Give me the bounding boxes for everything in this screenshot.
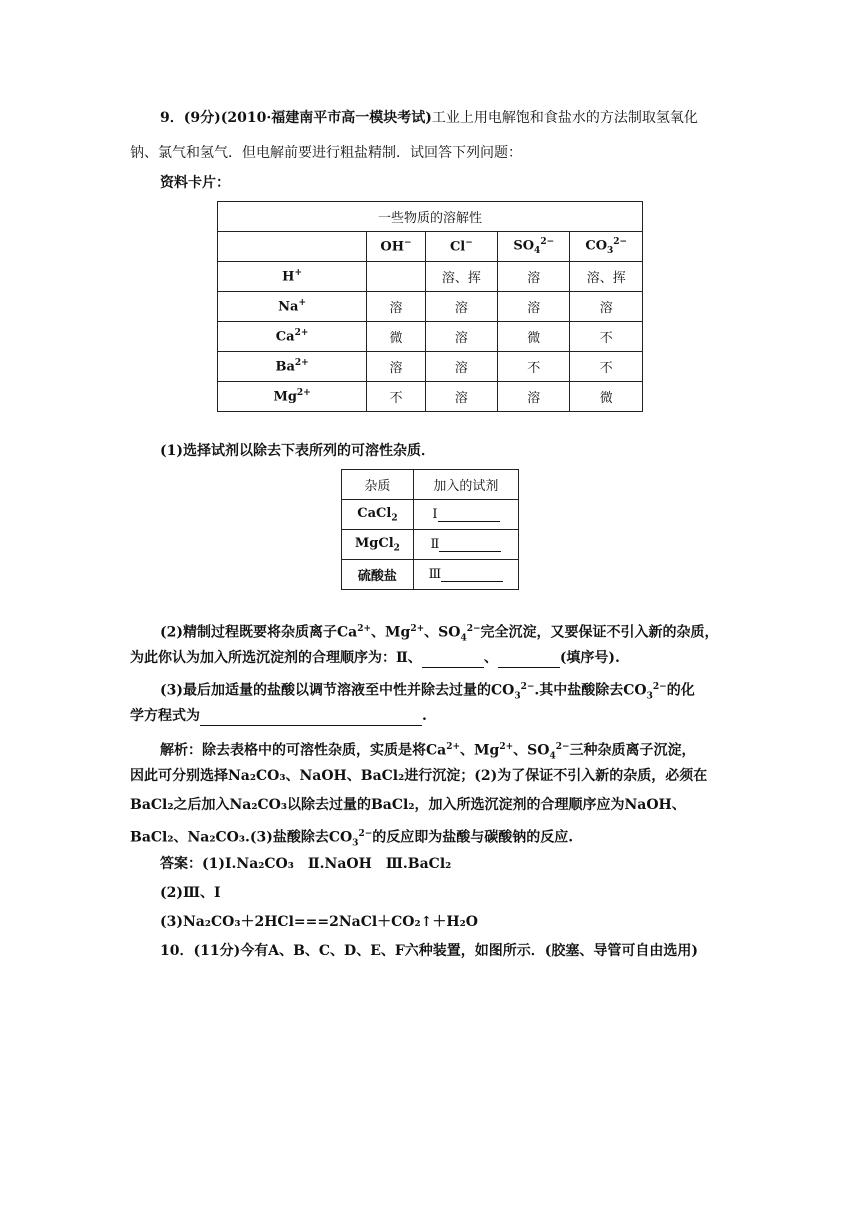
part2-text: 、Mg [371, 624, 411, 641]
answer-blank[interactable] [441, 567, 503, 582]
impurity-name: CaCl [357, 505, 392, 521]
anion-name: OH [380, 239, 404, 255]
charge: 2+ [446, 742, 461, 752]
table-cell [367, 262, 426, 292]
answer-blank[interactable] [438, 507, 500, 522]
analysis-line1 [160, 737, 696, 766]
cation-name: Ba [275, 359, 295, 375]
impurity-sub: 2 [393, 543, 400, 554]
table-cell: 微 [570, 382, 643, 412]
cation-cell [218, 292, 367, 322]
reagent-cell [413, 500, 518, 530]
cation-name: Mg [273, 389, 297, 405]
part3-line1 [160, 677, 695, 706]
cation-charge: 2+ [294, 358, 309, 369]
cation-name: Na [278, 299, 299, 315]
impurity-cell [342, 500, 414, 530]
table-row [218, 382, 643, 412]
table-cell: 溶 [425, 382, 497, 412]
table-cell: 不 [570, 322, 643, 352]
anion-name: SO [513, 238, 535, 254]
impurity-cell [342, 530, 414, 560]
cation-name: Ca [275, 329, 295, 345]
part3-line2 [130, 706, 427, 726]
reagent-header: 加入的试剂 [413, 470, 518, 500]
charge: 2− [520, 682, 535, 692]
charge: 2+ [410, 624, 425, 634]
anion-header [570, 232, 643, 262]
q9-number: 9．(9分)(2010· [160, 110, 272, 126]
part2-text: 、SO [424, 624, 461, 641]
answer-line3: (3)Na₂CO₃＋2HCl===2NaCl＋CO₂↑＋H₂O [160, 914, 478, 930]
answer-blank[interactable] [498, 653, 560, 668]
subscript: 3 [352, 838, 359, 849]
table-cell: 溶 [425, 352, 497, 382]
part3-text: . [422, 708, 427, 724]
part2-text: (填序号). [559, 650, 620, 666]
answer-blank[interactable] [439, 537, 501, 552]
charge: 2− [358, 829, 373, 839]
table-cell: 溶、挥 [425, 262, 497, 292]
cation-cell [218, 262, 367, 292]
answer-line1 [160, 854, 451, 874]
q9-paren: ) [425, 110, 432, 126]
part2-line2 [130, 648, 620, 668]
reagent-header: 杂质 [342, 470, 414, 500]
charge: 2− [652, 682, 667, 692]
anion-charge: 2− [613, 237, 628, 248]
table-cell: 微 [367, 322, 426, 352]
subscript: 3 [646, 691, 653, 702]
subscript: 4 [549, 751, 556, 762]
impurity-name: 硫酸盐 [357, 569, 397, 584]
answer-blank[interactable] [422, 653, 484, 668]
anion-sub: 4 [534, 245, 541, 256]
anion-name: Cl [449, 239, 466, 255]
cation-charge: + [294, 268, 302, 279]
table-cell: 不 [497, 352, 569, 382]
cation-cell [218, 322, 367, 352]
table-row [342, 560, 519, 590]
table-row [342, 500, 519, 530]
analysis-line3: BaCl₂之后加入Na₂CO₃以除去过量的BaCl₂，加入所选沉淀剂的合理顺序应为NaOH、 [130, 797, 686, 813]
part1-text: (1)选择试剂以除去下表所列的可溶性杂质． [160, 443, 435, 459]
anion-header [425, 232, 497, 262]
table-cell: 溶 [367, 352, 426, 382]
table-row [218, 322, 643, 352]
anion-name: CO [585, 238, 608, 254]
table-row [342, 530, 519, 560]
impurity-sub: 2 [391, 513, 398, 524]
reagent-cell [413, 560, 518, 590]
table-row [218, 292, 643, 322]
analysis-text: 三种杂质离子沉淀， [569, 742, 696, 759]
q9-stem: 工业上用电解饱和食盐水的方法制取氢氧化 [431, 110, 698, 126]
table-cell: 溶 [497, 292, 569, 322]
analysis-line4 [130, 824, 573, 853]
table-cell: 溶 [425, 322, 497, 352]
impurity-name: MgCl [354, 535, 394, 551]
part3-text: (3)最后加适量的盐酸以调节溶液至中性并除去过量的CO [160, 682, 515, 699]
table-cell: 溶 [425, 292, 497, 322]
part3-text: 的化 [666, 682, 695, 699]
part3-text: 学方程式为 [130, 708, 200, 724]
subscript: 4 [460, 633, 467, 644]
table-cell: 微 [497, 322, 569, 352]
charge: 2+ [357, 624, 372, 634]
anion-header [497, 232, 569, 262]
part2-text: 为此你认为加入所选沉淀剂的合理顺序为：Ⅱ、 [130, 650, 422, 666]
card-label: 资料卡片： [160, 175, 230, 191]
cation-charge: 2+ [296, 388, 311, 399]
table-cell: 溶 [570, 292, 643, 322]
answer-label: 答案： [160, 856, 202, 872]
anion-charge: − [465, 238, 473, 249]
table-row [218, 262, 643, 292]
subscript: 3 [514, 691, 521, 702]
table-cell: 溶 [497, 262, 569, 292]
reagent-numeral: Ⅰ [432, 507, 438, 522]
anion-charge: 2− [540, 237, 555, 248]
analysis-label: 解析： [160, 742, 202, 759]
reagent-table [341, 469, 519, 590]
solubility-title: 一些物质的溶解性 [218, 202, 643, 232]
cation-cell [218, 382, 367, 412]
analysis-text: 除去表格中的可溶性杂质，实质是将Ca [202, 742, 447, 759]
q10-text: 10．(11分)今有A、B、C、D、E、F六种装置，如图所示．(胶塞、导管可自由选用) [160, 943, 699, 959]
cation-charge: + [298, 298, 307, 309]
anion-charge: − [403, 238, 412, 249]
q9-source: 福建南平市高一模块考试 [271, 110, 426, 126]
part2-text: 完全沉淀，又要保证不引入新的杂质， [480, 624, 719, 641]
q9-line1 [160, 108, 698, 128]
part2-text: (2)精制过程既要将杂质离子Ca [160, 624, 358, 641]
table-cell: 溶 [367, 292, 426, 322]
solubility-table [217, 201, 643, 412]
table-cell: 不 [367, 382, 426, 412]
cation-name: H [282, 269, 295, 285]
table-cell: 不 [570, 352, 643, 382]
analysis-line2: 因此可分别选择Na₂CO₃、NaOH、BaCl₂进行沉淀；(2)为了保证不引入新的杂质，必须在 [130, 768, 708, 784]
part3-text: .其中盐酸除去CO [534, 682, 647, 699]
analysis-text: 的反应即为盐酸与碳酸钠的反应. [372, 829, 574, 846]
q9-line2: 钠、氯气和氢气．但电解前要进行粗盐精制．试回答下列问题： [130, 145, 522, 161]
analysis-text: 、Mg [460, 742, 500, 759]
reagent-numeral: Ⅲ [428, 567, 442, 582]
table-cell: 溶、挥 [570, 262, 643, 292]
corner-cell [218, 232, 367, 262]
answer-text: (1)Ⅰ.Na₂CO₃ Ⅱ.NaOH Ⅲ.BaCl₂ [202, 856, 452, 872]
analysis-text: 、SO [513, 742, 550, 759]
charge: 2+ [499, 742, 514, 752]
charge: 2− [555, 742, 570, 752]
impurity-cell [342, 560, 414, 590]
anion-sub: 3 [607, 245, 614, 256]
charge: 2− [466, 624, 481, 634]
table-cell: 溶 [497, 382, 569, 412]
cation-charge: 2+ [294, 328, 309, 339]
part2-line1 [160, 619, 719, 648]
reagent-numeral: Ⅱ [430, 537, 440, 552]
anion-header [367, 232, 426, 262]
cation-cell [218, 352, 367, 382]
answer-blank[interactable] [200, 711, 422, 726]
part2-text: 、 [483, 650, 498, 666]
analysis-text: BaCl₂、Na₂CO₃.(3)盐酸除去CO [130, 829, 353, 846]
table-row [218, 352, 643, 382]
reagent-cell [413, 530, 518, 560]
answer-line2: (2)Ⅲ、Ⅰ [160, 885, 221, 901]
